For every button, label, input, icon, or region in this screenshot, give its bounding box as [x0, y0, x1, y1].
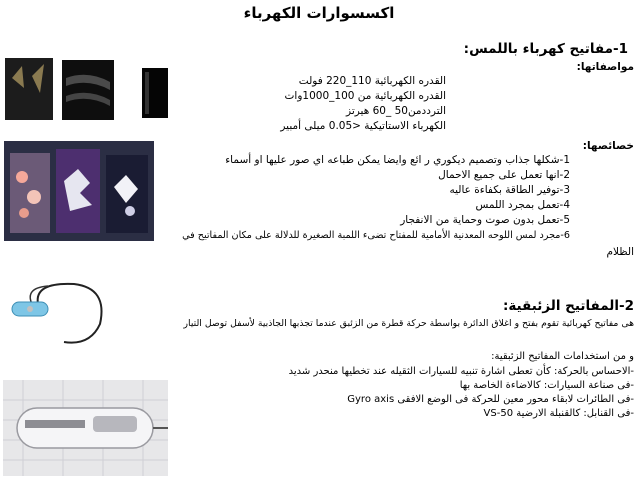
feature-item: 3-توفير الطاقة بكفاءة عاليه [449, 184, 570, 196]
feature-item: 5-تعمل بدون صوت وحماية من الانفجار [400, 214, 570, 226]
features-label: خصائصها: [582, 140, 634, 152]
section1-heading: 1-مفاتيح كهرباء باللمس: [463, 41, 628, 57]
section2-heading: 2-المفاتيح الزئبقية: [502, 298, 634, 314]
feature-item: 2-انها تعمل على جميع الاحمال [438, 169, 570, 181]
features-list [182, 153, 570, 243]
feature-item: 6-مجرد لمس اللوحه المعدنية الأمامية للمفتاح تضىء اللمبة الصغيرة للدلالة على مكان المفاتيح في [182, 230, 570, 241]
glass-tube-photo [3, 380, 168, 476]
page-title: اكسسوارات الكهرباء [243, 4, 395, 22]
glass-tube-image [3, 380, 168, 476]
touch-switches-image [2, 48, 172, 130]
use-item: -فى صناعة السيارات: كالاضاءة الخاصة بها [459, 380, 634, 391]
decorative-switches-photo [4, 141, 154, 241]
uses-intro: و من استخدامات المفاتيح الزئبقية: [491, 351, 634, 362]
touch-switches-photo [2, 48, 172, 130]
specs-label: مواصفاتها: [576, 61, 634, 73]
feature-item: 4-تعمل بمجرد اللمس [475, 199, 570, 211]
uses-list [289, 365, 634, 421]
feature-wrap-text: الظلام [606, 246, 634, 258]
use-item: -فى الطائرات لابقاء محور معين للحركة فى الوضع الافقى Gyro axis [347, 394, 634, 405]
spec-item: القدره الكهربائية 110_220 فولت [298, 75, 446, 87]
specs-list [280, 74, 446, 134]
spec-item: القدره الكهربائية من 100_1000وات [284, 90, 446, 102]
spec-item: الترددمن50 _60 هيرتز [346, 105, 446, 117]
section2-description: هى مفاتيح كهربائية تقوم بفتح و اغلاق الدائرة بواسطة حركة قطرة من الزئبق عندما تجذبها الجاذبية لأسفل توصل التيار [183, 318, 634, 329]
spec-item: الكهرباء الاستاتيكية <0.05 ميلى أمبير [280, 120, 446, 132]
use-item: -الاحساس بالحركة: كأن تعطى اشارة تنبيه للسيارات الثقيله عند تخطيها منحدر شديد [288, 366, 634, 377]
glass-switches-image [4, 141, 154, 241]
mercury-switch-photo [4, 278, 116, 348]
mercury-switch-image [4, 278, 116, 348]
feature-item: 1-شكلها جذاب وتصميم ديكوري ر ائع وايضا يمكن طباعه اي صور عليها او أسماء [225, 154, 570, 166]
use-item: -فى القنابل: كالقنبلة الارضية VS-50 [483, 408, 634, 419]
